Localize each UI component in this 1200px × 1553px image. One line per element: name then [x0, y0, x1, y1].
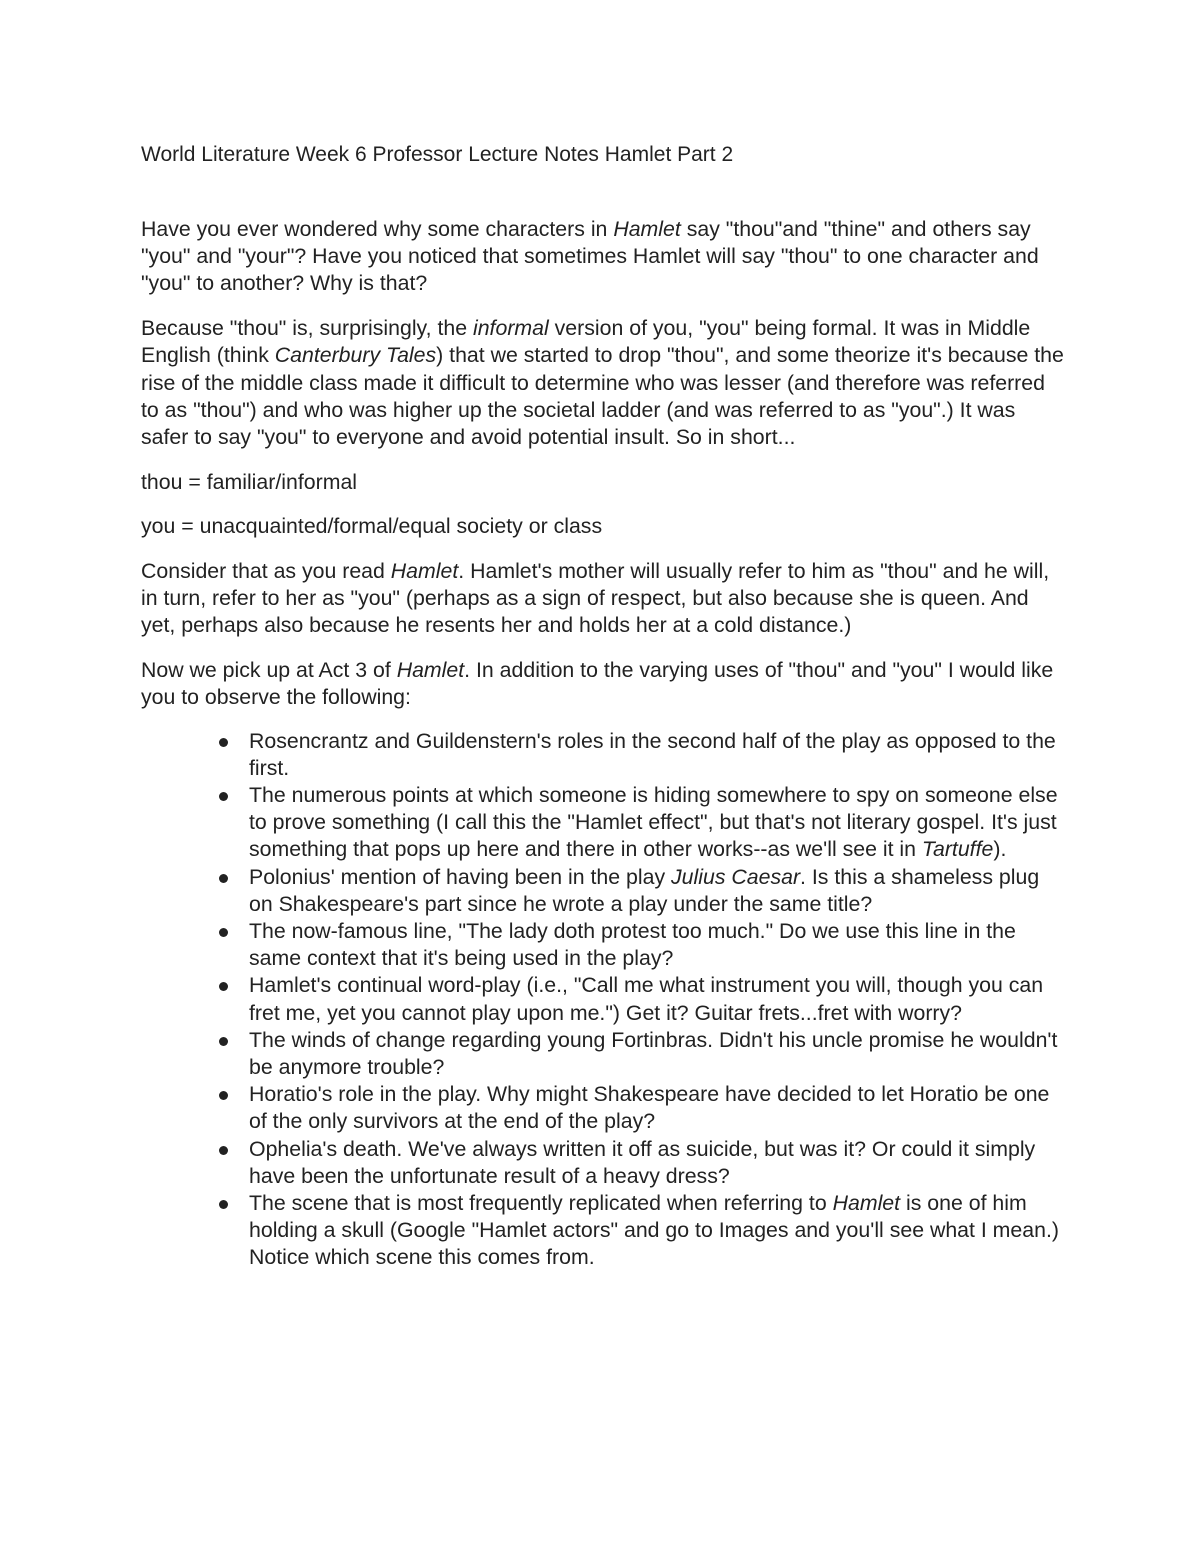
- italic-title-hamlet: Hamlet: [396, 658, 465, 683]
- document-body: [141, 216, 1066, 1272]
- bullet-icon: [219, 1200, 228, 1209]
- paragraph-consider: [141, 558, 1066, 640]
- text-run: Consider that as you read: [141, 559, 391, 584]
- italic-title-tartuffe: Tartuffe: [921, 837, 994, 862]
- list-item-text: The scene that is most frequently replicated when referring to: [249, 1191, 833, 1215]
- list-item: [249, 782, 1066, 864]
- list-item: [249, 728, 1066, 782]
- bullet-icon: [219, 1146, 228, 1155]
- list-item-text: The now-famous line, "The lady doth protest too much." Do we use this line in the same context that it's being used in the play?: [249, 918, 1016, 971]
- text-run: Now we pick up at Act 3 of: [141, 658, 397, 683]
- list-item-text: Ophelia's death. We've always written it off as suicide, but was it? Or could it simply have been the unfortunate result of a heavy dress?: [249, 1136, 1036, 1188]
- list-item-text: Hamlet's continual word-play (i.e., "Call me what instrument you will, though you can fret me, yet you cannot play upon me.") Get it? Guitar frets...fret with worry?: [249, 973, 1044, 1025]
- text-run: version of you, "you" being formal. It was in Middle English (think: [141, 316, 1031, 368]
- paragraph-act-3: [141, 657, 1066, 711]
- list-item-text: ).: [993, 837, 1007, 862]
- text-run: . Hamlet's mother will usually refer to him as "thou" and he will, in turn, refer to her as "you" (perhaps as a sign of respect, but also because she is queen. And yet, perhaps also because he resents her and holds her at a cold distance.): [141, 559, 1050, 638]
- list-item-text: . Is this a shameless plug on Shakespeare's part since he wrote a play under the same title?: [249, 864, 1040, 916]
- list-item-text: Rosencrantz and Guildenstern's roles in the second half of the play as opposed to the first.: [249, 728, 1056, 780]
- italic-title-hamlet: Hamlet: [613, 217, 681, 241]
- document-title: World Literature Week 6 Professor Lecture Notes Hamlet Part 2: [141, 143, 734, 166]
- bullet-icon: [219, 738, 228, 747]
- list-item-text: is one of him holding a skull (Google "Hamlet actors" and go to Images and you'll see what I mean.) Notice which scene this comes from.: [249, 1191, 1059, 1270]
- paragraph-thou-explanation: [141, 315, 1066, 451]
- list-item-text: Polonius' mention of having been in the play: [249, 864, 672, 889]
- bullet-icon: [219, 982, 228, 991]
- bullet-icon: [219, 1037, 228, 1046]
- definition-thou: thou = familiar/informal: [141, 469, 358, 494]
- text-run: . In addition to the varying uses of "thou" and "you" I would like you to observe the following:: [141, 658, 1054, 710]
- italic-title-canterbury-tales: Canterbury Tales: [274, 343, 437, 368]
- text-run: Have you ever wondered why some characters in: [141, 217, 614, 241]
- bullet-icon: [219, 928, 228, 937]
- paragraph-intro: [141, 216, 1066, 298]
- italic-title-hamlet: Hamlet: [832, 1191, 901, 1215]
- bullet-icon: [219, 1091, 228, 1100]
- list-item: [249, 918, 1066, 972]
- list-item: [249, 864, 1066, 918]
- list-item: [249, 1027, 1066, 1081]
- list-item-text: The winds of change regarding young Fortinbras. Didn't his uncle promise he wouldn't be anymore trouble?: [249, 1027, 1058, 1079]
- definition-you: you = unacquainted/formal/equal society or class: [141, 514, 603, 539]
- observation-list: [141, 728, 1066, 1272]
- list-item: [249, 1190, 1066, 1272]
- bullet-icon: [219, 792, 228, 801]
- text-run: say "thou"and "thine" and others say "you" and "your"? Have you noticed that sometimes Hamlet will say "thou" to one character and "you" to another? Why is that?: [141, 217, 1039, 296]
- list-item: [249, 972, 1066, 1026]
- list-item-text: Horatio's role in the play. Why might Shakespeare have decided to let Horatio be one of the only survivors at the end of the play?: [249, 1082, 1050, 1134]
- italic-informal: informal: [472, 316, 549, 341]
- text-run: ) that we started to drop "thou", and some theorize it's because the rise of the middle class made it difficult to determine who was lesser (and therefore was referred to as "thou") and who was higher up the societal ladder (and was referred to as "you".) It was safer to say "you" to everyone and avoid potential insult. So in short...: [141, 343, 1064, 449]
- list-item-text: The numerous points at which someone is hiding somewhere to spy on someone else to prove something (I call this the "Hamlet effect", but that's not literary gospel. It's just something that pops up here and there in other works--as we'll see it in: [249, 782, 1058, 862]
- italic-title-julius-caesar: Julius Caesar: [671, 864, 801, 889]
- list-item: [249, 1136, 1066, 1190]
- text-run: Because "thou" is, surprisingly, the: [141, 316, 473, 341]
- bullet-icon: [219, 874, 228, 883]
- italic-title-hamlet: Hamlet: [390, 559, 459, 584]
- list-item: [249, 1081, 1066, 1135]
